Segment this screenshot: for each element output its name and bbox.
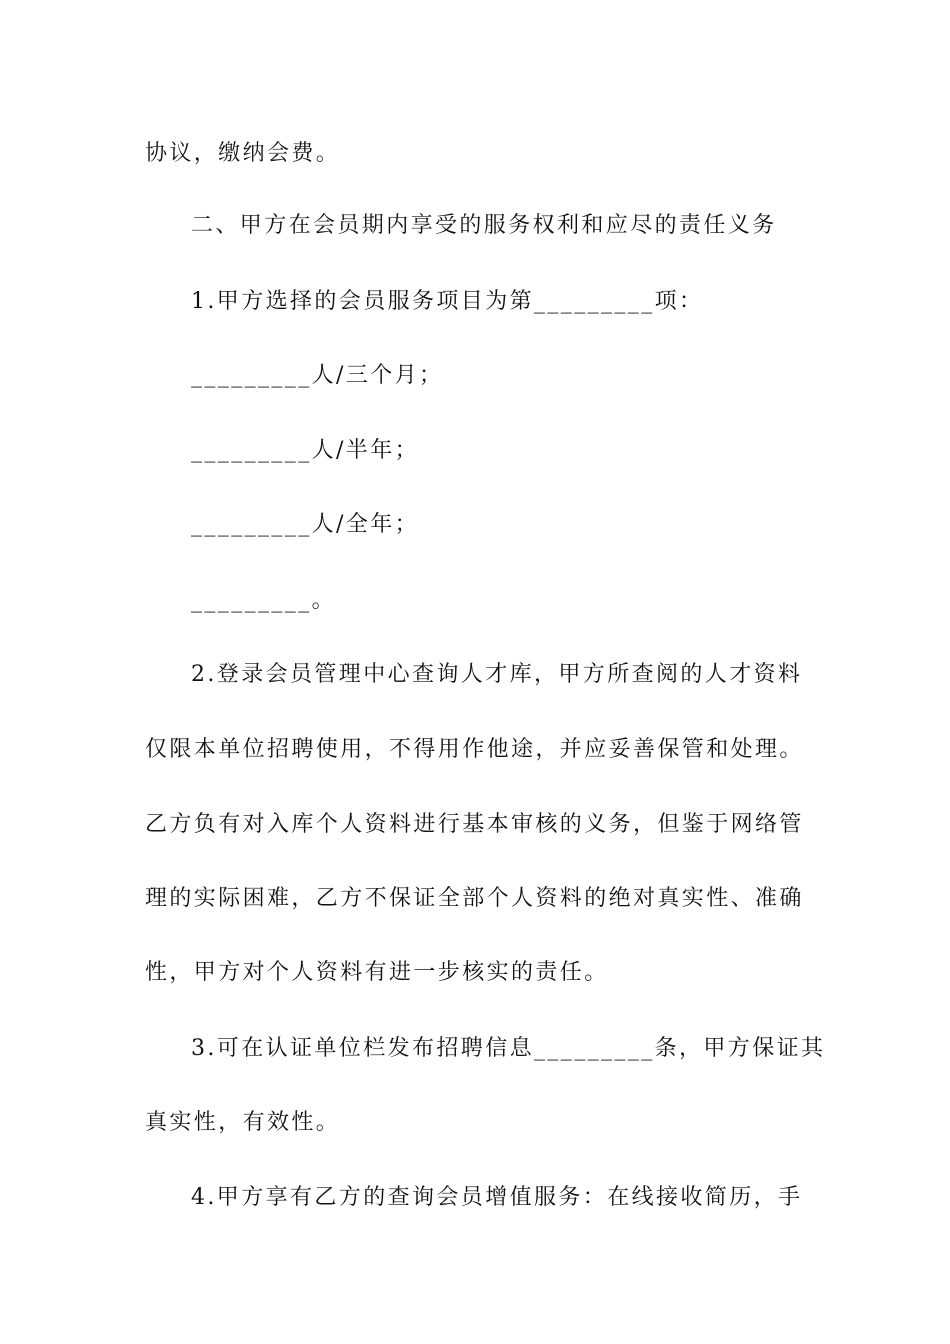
text-line: 2.登录会员管理中心查询人才库，甲方所查阅的人才资料 — [191, 662, 803, 687]
text-line: 4.甲方享有乙方的查询会员增值服务：在线接收简历，手 — [191, 1185, 803, 1210]
text-line: 乙方负有对入库个人资料进行基本审核的义务，但鉴于网络管 — [145, 812, 804, 837]
text-line: 1.甲方选择的会员服务项目为第_________项： — [191, 289, 704, 314]
text-line: 理的实际困难，乙方不保证全部个人资料的绝对真实性、准确 — [145, 886, 804, 911]
text-line: 3.可在认证单位栏发布招聘信息_________条，甲方保证其 — [191, 1036, 826, 1061]
text-line: 仅限本单位招聘使用，不得用作他途，并应妥善保管和处理。 — [145, 737, 804, 762]
section-heading: 二、甲方在会员期内享受的服务权利和应尽的责任义务 — [191, 213, 777, 238]
text-line: 真实性，有效性。 — [145, 1110, 341, 1135]
text-line: _________人/三个月； — [191, 363, 444, 388]
text-line: _________。 — [191, 588, 337, 613]
text-line: _________人/半年； — [191, 438, 420, 463]
text-line: 协议，缴纳会费。 — [145, 141, 341, 166]
text-line: 性，甲方对个人资料有进一步核实的责任。 — [145, 960, 609, 985]
text-line: _________人/全年； — [191, 512, 420, 537]
